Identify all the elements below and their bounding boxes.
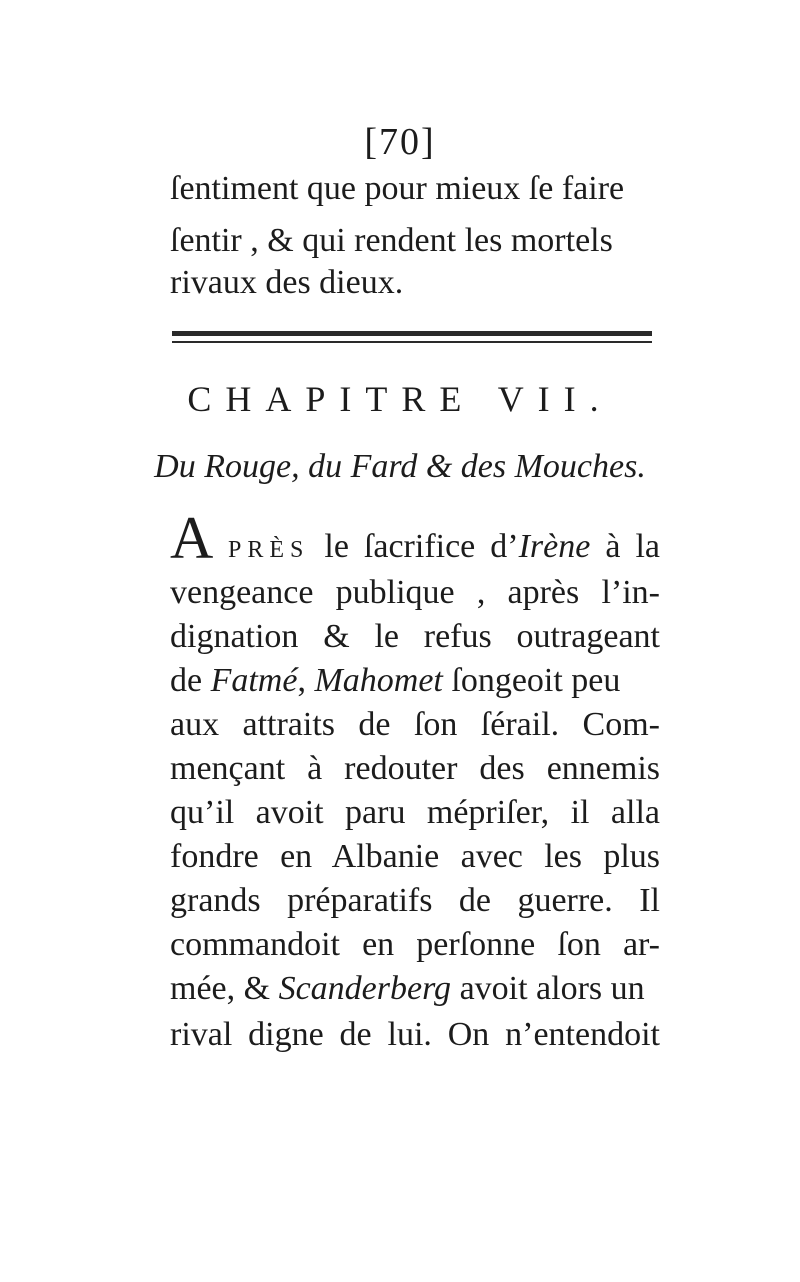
body-text-fragment: avoit alors un bbox=[451, 970, 645, 1007]
body-line-7: qu’il avoit paru mépriſer, il alla bbox=[170, 794, 660, 831]
body-line-6: mençant à redouter des ennemis bbox=[170, 750, 660, 787]
section-rule-thick bbox=[172, 331, 652, 336]
chapter-heading: CHAPITRE VII. bbox=[187, 379, 613, 419]
body-line-12: rival digne de lui. On n’entendoit bbox=[170, 1016, 660, 1053]
body-line-2: vengeance publique , après l’in- bbox=[170, 574, 660, 611]
page-number: [70] bbox=[364, 121, 436, 163]
carryover-line-1: ſentiment que pour mieux ſe faire bbox=[170, 170, 625, 207]
body-line-11 bbox=[170, 972, 660, 1006]
body-text-fragment: mée, & bbox=[170, 970, 279, 1007]
body-line-10: commandoit en perſonne ſon ar- bbox=[170, 926, 660, 963]
body-line-3: dignation & le refus outrageant bbox=[170, 618, 660, 655]
drop-cap: A bbox=[170, 505, 214, 571]
smallcaps-word: PRÈS bbox=[228, 537, 310, 563]
name-irene: Irène bbox=[518, 528, 591, 565]
body-text-fragment: le ſacrifice d’ bbox=[324, 528, 519, 565]
body-text-fragment: , bbox=[297, 662, 315, 699]
name-scanderberg: Scanderberg bbox=[278, 970, 452, 1007]
body-line-5: aux attraits de ſon ſérail. Com- bbox=[170, 706, 660, 743]
body-line-9: grands préparatifs de guerre. Il bbox=[170, 882, 660, 919]
body-line-1 bbox=[228, 530, 660, 564]
body-text-fragment: ſongeoit peu bbox=[442, 662, 621, 699]
body-line-8: fondre en Albanie avec les plus bbox=[170, 838, 660, 875]
name-mahomet: Mahomet bbox=[314, 662, 443, 699]
chapter-subtitle: Du Rouge, du Fard & des Mouches. bbox=[154, 448, 646, 485]
body-line-4 bbox=[170, 664, 660, 698]
section-rule-thin bbox=[172, 341, 652, 343]
body-text-fragment: à la bbox=[605, 528, 661, 565]
body-text-fragment: de bbox=[170, 662, 211, 699]
carryover-line-3: rivaux des dieux. bbox=[170, 264, 404, 301]
name-fatme: Fatmé bbox=[210, 662, 298, 699]
carryover-line-2: ſentir , & qui rendent les mortels bbox=[170, 222, 613, 259]
